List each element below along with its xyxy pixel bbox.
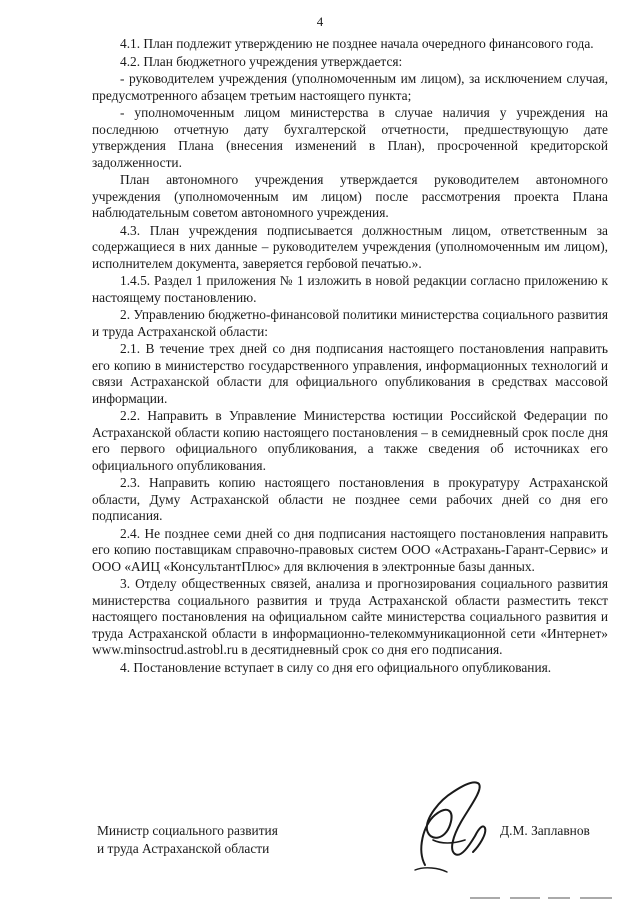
- handwritten-signature: [395, 770, 505, 880]
- paragraph-3: 3. Отделу общественных связей, анализа и прогнозирования социального развития министерства социального развития и труда Астраханской области разместить текст настоящего постановления на официальном сайте министерства социального развития и труда Астраханской области в информационно-телекоммуникационной сети «Интернет» www.minsoctrud.astrobl.ru в десятидневный срок со дня его подписания.: [92, 576, 608, 657]
- paragraph-2-2: 2.2. Направить в Управление Министерства юстиции Российской Федерации по Астраханской области копию настоящего постановления – в семидневный срок после дня его первого официального опубликования, а также сведения об источниках его официального опубликования.: [92, 408, 608, 473]
- signatory-title-line-2: и труда Астраханской области: [97, 841, 270, 856]
- paragraph-2-4: 2.4. Не позднее семи дней со дня подписания настоящего постановления направить его копию поставщикам справочно-правовых систем ООО «Астрахань-Гарант-Сервис» и ООО «АИЦ «КонсультантПлюс» для включения в электронные базы данных.: [92, 525, 608, 574]
- paragraph-4-2: 4.2. План бюджетного учреждения утверждается:: [120, 53, 403, 69]
- paragraph-4: 4. Постановление вступает в силу со дня его официального опубликования.: [120, 659, 552, 675]
- paragraph-2-1: 2.1. В течение трех дней со дня подписания настоящего постановления направить его копию в министерство государственного управления, информационных технологий и связи Астраханской области для официального опубликования в средствах массовой информации.: [92, 341, 608, 406]
- signatory-name: Д.М. Заплавнов: [500, 823, 590, 838]
- signatory-title-line-1: Министр социального развития: [97, 823, 278, 838]
- scan-edge-marks: [0, 893, 640, 903]
- paragraph-1-4-5: 1.4.5. Раздел 1 приложения № 1 изложить в новой редакции согласно приложению к настоящему постановлению.: [92, 273, 608, 305]
- paragraph-4-2-item-1: - руководителем учреждения (уполномоченным им лицом), за исключением случая, предусмотренного абзацем третьим настоящего пункта;: [92, 71, 608, 103]
- paragraph-2-3: 2.3. Направить копию настоящего постановления в прокуратуру Астраханской области, Думу Астраханской области не позднее семи рабочих дней со дня его подписания.: [92, 475, 608, 523]
- document-body: [92, 36, 608, 677]
- paragraph-2: 2. Управлению бюджетно-финансовой политики министерства социального развития и труда Астраханской области:: [92, 307, 608, 339]
- paragraph-4-1: 4.1. План подлежит утверждению не позднее начала очередного финансового года.: [120, 36, 594, 51]
- paragraph-4-3: 4.3. План учреждения подписывается должностным лицом, ответственным за содержащиеся в них данные – руководителем учреждения (уполномоченным им лицом), исполнителем документа, заверяется гербовой печатью.».: [92, 222, 608, 271]
- signatory-title: [97, 822, 357, 858]
- paragraph-4-2-item-2: - уполномоченным лицом министерства в случае наличия у учреждения на последнюю отчетную дату бухгалтерской отчетности, предшествующую дате утверждения Плана (внесения изменений в План), просроченной кредиторской задолженности.: [92, 105, 608, 170]
- page-number: 4: [316, 14, 324, 29]
- paragraph-autonomous: План автономного учреждения утверждается руководителем автономного учреждения (уполномоченным им лицом) после рассмотрения проекта Плана наблюдательным советом автономного учреждения.: [92, 172, 608, 220]
